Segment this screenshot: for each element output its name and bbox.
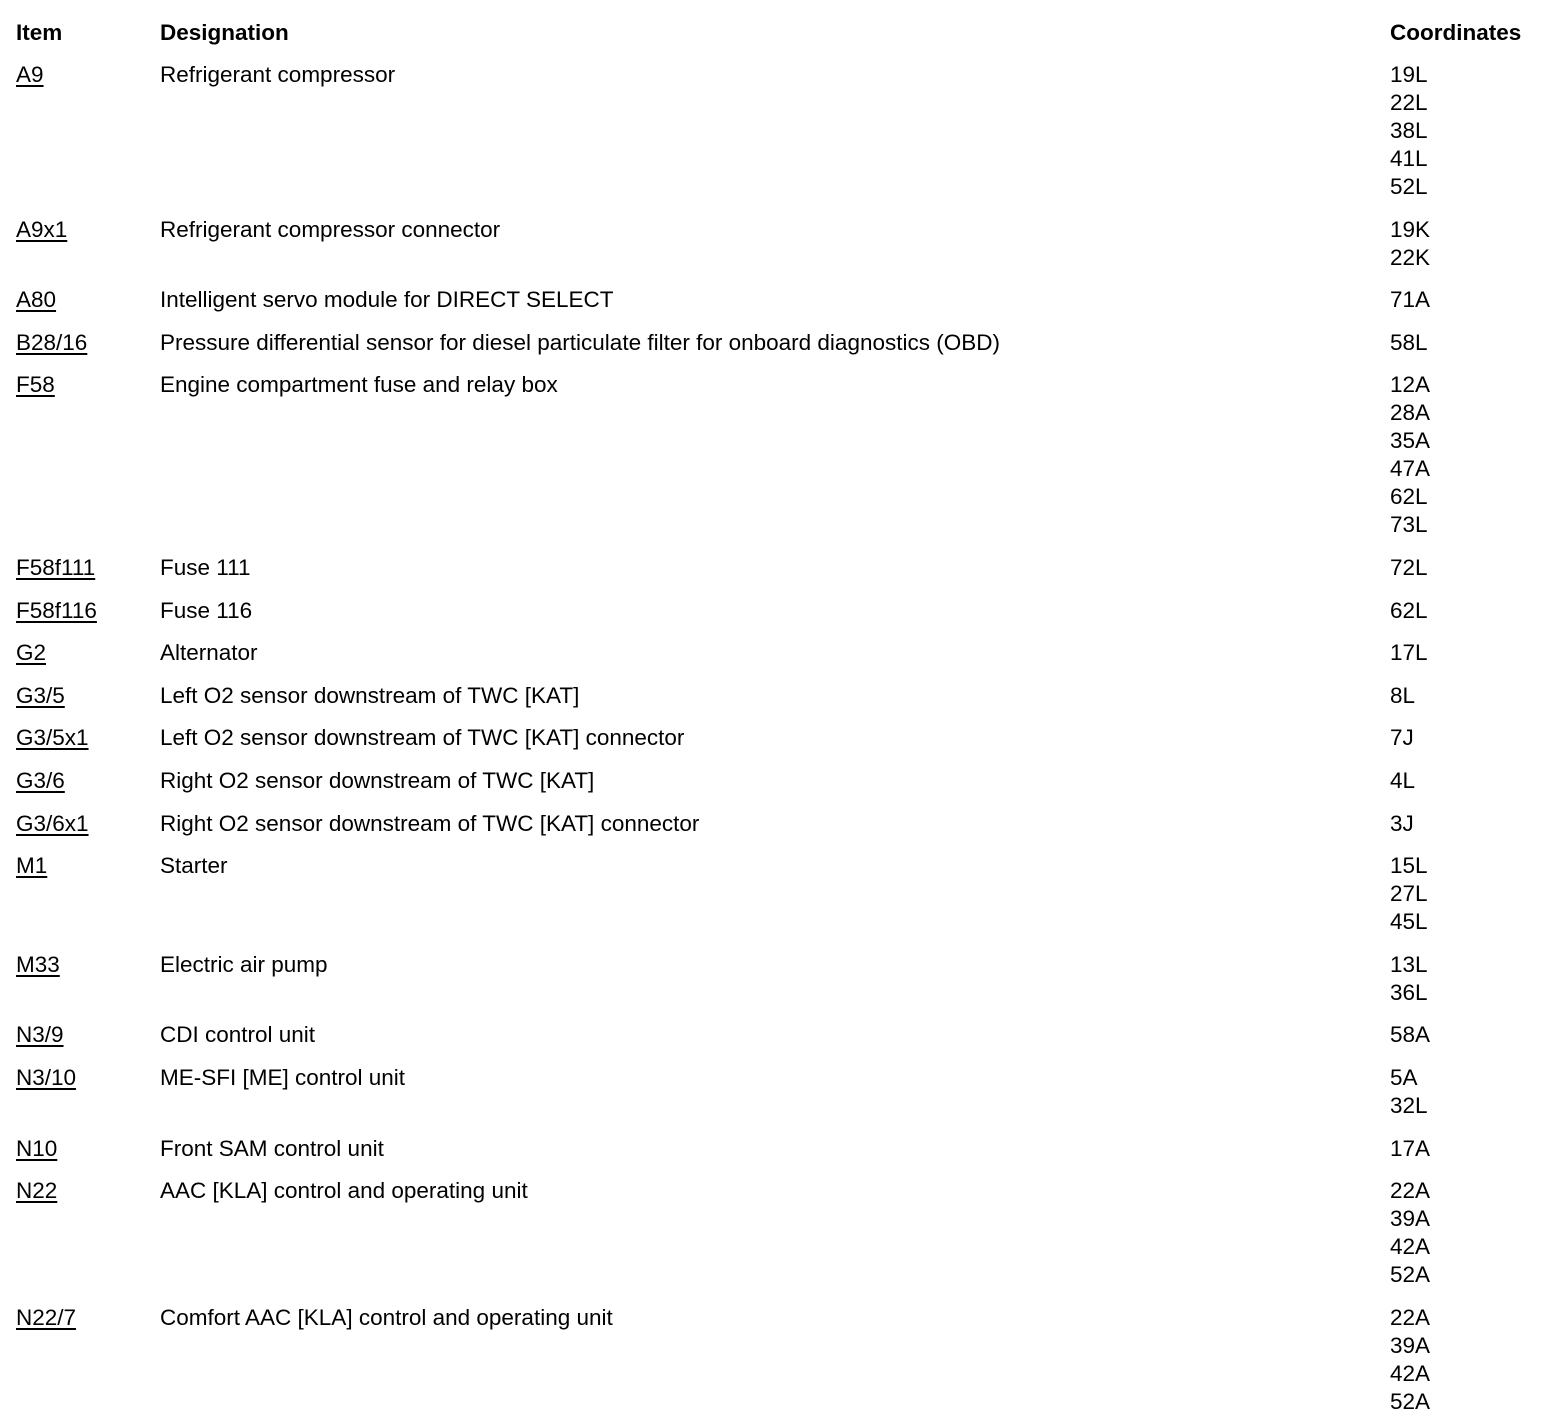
coordinate-value: 12A xyxy=(1390,372,1431,398)
designation-text: Alternator xyxy=(160,640,258,666)
table-row xyxy=(0,61,1568,201)
designation-text: CDI control unit xyxy=(160,1022,316,1048)
coordinates-list xyxy=(1390,554,1568,582)
coordinates-list xyxy=(1390,286,1568,314)
item-link[interactable]: G3/5x1 xyxy=(16,725,89,751)
table-row xyxy=(0,810,1568,838)
coordinates-list xyxy=(1390,597,1568,625)
item-link[interactable]: A9x1 xyxy=(16,216,68,242)
coordinate-value: 38L xyxy=(1390,118,1428,143)
designation-text: Comfort AAC [KLA] control and operating unit xyxy=(160,1304,613,1330)
item-link[interactable]: N3/9 xyxy=(16,1022,64,1048)
coordinate-value: 15L xyxy=(1390,853,1428,879)
coordinates-list xyxy=(1390,216,1568,272)
item-link[interactable]: G3/6x1 xyxy=(16,810,89,836)
designation-text: Left O2 sensor downstream of TWC [KAT] connector xyxy=(160,725,685,751)
coordinate-value: 32L xyxy=(1390,1092,1428,1118)
coordinate-value: 5A xyxy=(1390,1064,1418,1090)
coordinate-value: 58L xyxy=(1390,329,1428,355)
designation-text: Right O2 sensor downstream of TWC [KAT] xyxy=(160,767,595,793)
table-row xyxy=(0,371,1568,539)
coordinate-value: 39A xyxy=(1390,1332,1431,1358)
coordinate-value: 4L xyxy=(1390,767,1416,793)
coordinate-value: 3J xyxy=(1390,810,1414,836)
coordinate-value: 36L xyxy=(1390,979,1428,1005)
designation-text: Refrigerant compressor xyxy=(160,62,396,87)
coordinates-list xyxy=(1390,951,1568,1007)
table-row xyxy=(0,1177,1568,1289)
coordinate-value: 17A xyxy=(1390,1135,1431,1161)
item-link[interactable]: B28/16 xyxy=(16,329,88,355)
designation-text: Fuse 116 xyxy=(160,597,253,623)
coordinate-value: 41L xyxy=(1390,146,1428,171)
coordinates-list xyxy=(1390,329,1568,357)
table-row xyxy=(0,951,1568,1007)
designation-text: Electric air pump xyxy=(160,951,328,977)
coordinate-value: 22A xyxy=(1390,1304,1431,1330)
table-row xyxy=(0,682,1568,710)
header-designation: Designation xyxy=(160,20,289,45)
item-link[interactable]: A9 xyxy=(16,62,44,87)
coordinates-list xyxy=(1390,767,1568,795)
coordinate-value: 62L xyxy=(1390,597,1428,623)
coordinate-value: 71A xyxy=(1390,287,1431,313)
table-body xyxy=(0,61,1568,1416)
coordinates-list xyxy=(1390,61,1568,201)
item-link[interactable]: M33 xyxy=(16,951,60,977)
item-link[interactable]: A80 xyxy=(16,287,57,313)
coordinates-list xyxy=(1390,810,1568,838)
table-row xyxy=(0,767,1568,795)
table-row xyxy=(0,216,1568,272)
item-link[interactable]: F58f111 xyxy=(16,554,96,580)
coordinate-value: 52L xyxy=(1390,174,1428,199)
table-row xyxy=(0,1021,1568,1049)
designation-text: Intelligent servo module for DIRECT SELECT xyxy=(160,287,614,313)
coordinate-value: 42A xyxy=(1390,1234,1431,1260)
coordinates-list xyxy=(1390,1177,1568,1289)
item-link[interactable]: F58f116 xyxy=(16,597,97,623)
designation-text: Pressure differential sensor for diesel particulate filter for onboard diagnostics (OBD) xyxy=(160,329,1000,355)
coordinate-value: 22K xyxy=(1390,244,1431,270)
coordinate-value: 52A xyxy=(1390,1262,1431,1288)
coordinates-list xyxy=(1390,1304,1568,1416)
coordinates-list xyxy=(1390,1021,1568,1049)
item-link[interactable]: N10 xyxy=(16,1135,58,1161)
coordinate-value: 35A xyxy=(1390,428,1431,454)
designation-text: ME-SFI [ME] control unit xyxy=(160,1064,406,1090)
item-link[interactable]: G3/6 xyxy=(16,767,65,793)
coordinate-value: 17L xyxy=(1390,640,1428,666)
coordinate-value: 27L xyxy=(1390,881,1428,907)
coordinate-value: 39A xyxy=(1390,1206,1431,1232)
coordinate-value: 22A xyxy=(1390,1178,1431,1204)
coordinate-value: 47A xyxy=(1390,456,1431,482)
designation-text: Left O2 sensor downstream of TWC [KAT] xyxy=(160,682,580,708)
designation-text: Refrigerant compressor connector xyxy=(160,216,501,242)
table-row xyxy=(0,639,1568,667)
coordinates-list xyxy=(1390,852,1568,936)
table-header xyxy=(0,19,1568,47)
coordinates-list xyxy=(1390,371,1568,539)
coordinate-value: 28A xyxy=(1390,400,1431,426)
designation-text: Fuse 111 xyxy=(160,554,251,580)
item-link[interactable]: G2 xyxy=(16,640,47,666)
designation-text: Starter xyxy=(160,853,228,879)
coordinates-list xyxy=(1390,724,1568,752)
coordinate-value: 22L xyxy=(1390,90,1428,115)
coordinate-value: 19K xyxy=(1390,216,1431,242)
item-link[interactable]: N22/7 xyxy=(16,1304,77,1330)
coordinate-value: 13L xyxy=(1390,951,1428,977)
table-row xyxy=(0,554,1568,582)
item-link[interactable]: N3/10 xyxy=(16,1064,77,1090)
item-link[interactable]: M1 xyxy=(16,853,48,879)
designation-text: Engine compartment fuse and relay box xyxy=(160,372,558,398)
header-item: Item xyxy=(16,20,63,45)
item-link[interactable]: F58 xyxy=(16,372,55,398)
coordinate-value: 52A xyxy=(1390,1388,1431,1414)
table-row xyxy=(0,724,1568,752)
coordinates-list xyxy=(1390,1135,1568,1163)
coordinate-value: 62L xyxy=(1390,484,1428,510)
table-row xyxy=(0,597,1568,625)
table-row xyxy=(0,1135,1568,1163)
item-link[interactable]: G3/5 xyxy=(16,682,65,708)
coordinate-value: 42A xyxy=(1390,1360,1431,1386)
coordinate-value: 45L xyxy=(1390,909,1428,935)
coordinate-value: 73L xyxy=(1390,512,1428,538)
table-row xyxy=(0,286,1568,314)
designation-text: AAC [KLA] control and operating unit xyxy=(160,1178,528,1204)
table-row xyxy=(0,852,1568,936)
header-coordinates: Coordinates xyxy=(1390,20,1522,45)
coordinates-list xyxy=(1390,639,1568,667)
coordinate-value: 8L xyxy=(1390,682,1416,708)
designation-text: Front SAM control unit xyxy=(160,1135,384,1161)
coordinates-list xyxy=(1390,682,1568,710)
coordinate-value: 7J xyxy=(1390,725,1414,751)
table-row xyxy=(0,1304,1568,1416)
item-link[interactable]: N22 xyxy=(16,1178,58,1204)
table-row xyxy=(0,329,1568,357)
coordinate-value: 72L xyxy=(1390,554,1428,580)
table-row xyxy=(0,1064,1568,1120)
coordinates-list xyxy=(1390,1064,1568,1120)
designation-text: Right O2 sensor downstream of TWC [KAT] connector xyxy=(160,810,700,836)
coordinate-value: 19L xyxy=(1390,62,1428,87)
coordinate-value: 58A xyxy=(1390,1022,1431,1048)
